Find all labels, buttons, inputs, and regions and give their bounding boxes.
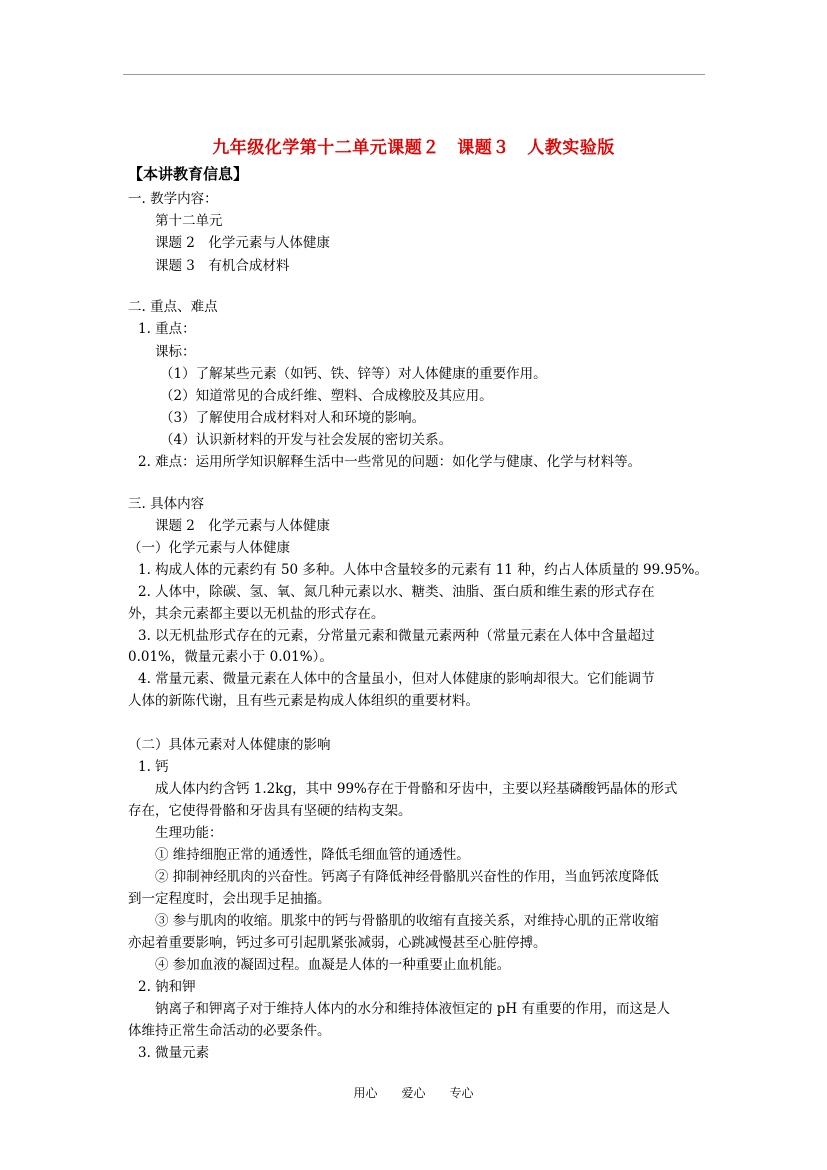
paragraph-line: 4. 常量元素、微量元素在人体中的含量虽小，但对人体健康的影响却很大。它们能调节 [138,671,655,687]
subsection-heading-1: （一）化学元素与人体健康 [128,540,290,556]
paragraph-line: 1. 构成人体的元素约有 50 多种。人体中含量较多的元素有 11 种，约占人体质量的 99.95%。 [138,562,708,578]
key-points-label: 1. 重点： [138,321,196,337]
paragraph-line: 存在，它使得骨骼和牙齿具有坚硬的结构支架。 [128,803,412,819]
item-heading-trace: 3. 微量元素 [138,1045,210,1061]
paragraph-line: 钠离子和钾离子对于维持人体内的水分和维持体液恒定的 pH 有重要的作用，而这是人 [155,1001,670,1017]
curriculum-label: 课标： [155,344,196,360]
paragraph-line: 成人体内约含钙 1.2kg，其中 99%存在于骨骼和牙齿中，主要以羟基磷酸钙晶体的形式 [155,781,678,797]
item-heading-calcium: 1. 钙 [138,759,169,775]
outline-item-3: 三. 具体内容 [128,496,205,512]
function-item: ④ 参加血液的凝固过程。血凝是人体的一种重要止血机能。 [155,957,511,973]
lesson-3-label: 课题 3 有机合成材料 [155,258,290,274]
paragraph-line: 2. 人体中，除碳、氢、氧、氮几种元素以水、糖类、油脂、蛋白质和维生素的形式存在 [138,584,655,600]
section-heading: 【本讲教育信息】 [128,165,249,183]
function-item: ③ 参与肌肉的收缩。肌浆中的钙与骨骼肌的收缩有直接关系，对维持心肌的正常收缩 [155,913,659,929]
paragraph-line: 外，其余元素都主要以无机盐的形式存在。 [128,606,385,622]
subsection-heading-2: （二）具体元素对人体健康的影响 [128,737,331,753]
lesson-2-label: 课题 2 化学元素与人体健康 [155,235,330,251]
function-item: ② 抑制神经肌肉的兴奋性。钙离子有降低神经骨骼肌兴奋性的作用，当血钙浓度降低 [155,869,659,885]
paragraph-line: 0.01%，微量元素小于 0.01%）。 [128,649,333,665]
paragraph-line: 人体的新陈代谢，且有些元素是构成人体组织的重要材料。 [128,693,479,709]
paragraph-line: 亦起着重要影响，钙过多可引起肌紧张减弱，心跳减慢甚至心脏停搏。 [128,935,547,951]
objective-item: （4）认识新材料的开发与社会发展的密切关系。 [160,432,453,448]
objective-item: （3）了解使用合成材料对人和环境的影响。 [160,410,426,426]
objective-item: （1）了解某些元素（如钙、铁、锌等）对人体健康的重要作用。 [160,366,547,382]
function-item: ① 维持细胞正常的通透性，降低毛细血管的通透性。 [155,847,470,863]
paragraph-line: 体维持正常生命活动的必要条件。 [128,1023,331,1039]
paragraph-line: 到一定程度时，会出现手足抽搐。 [128,891,331,907]
outline-item-1: 一. 教学内容： [128,191,218,207]
difficulty-line: 2. 难点：运用所学知识解释生活中一些常见的问题：如化学与健康、化学与材料等。 [138,454,642,470]
page-footer: 用心 爱心 专心 [353,1086,474,1100]
unit-label: 第十二单元 [155,213,223,229]
document-title: 九年级化学第十二单元课题２ 课题３ 人教实验版 [212,138,615,158]
objective-item: （2）知道常见的合成纤维、塑料、合成橡胶及其应用。 [160,388,493,404]
item-heading-sodium: 2. 钠和钾 [138,979,196,995]
outline-item-2: 二. 重点、难点 [128,299,218,315]
function-label: 生理功能： [155,825,223,841]
lesson-2-subtitle: 课题 2 化学元素与人体健康 [155,518,330,534]
paragraph-line: 3. 以无机盐形式存在的元素，分常量元素和微量元素两种（常量元素在人体中含量超过 [138,628,655,644]
header-rule [123,74,705,75]
